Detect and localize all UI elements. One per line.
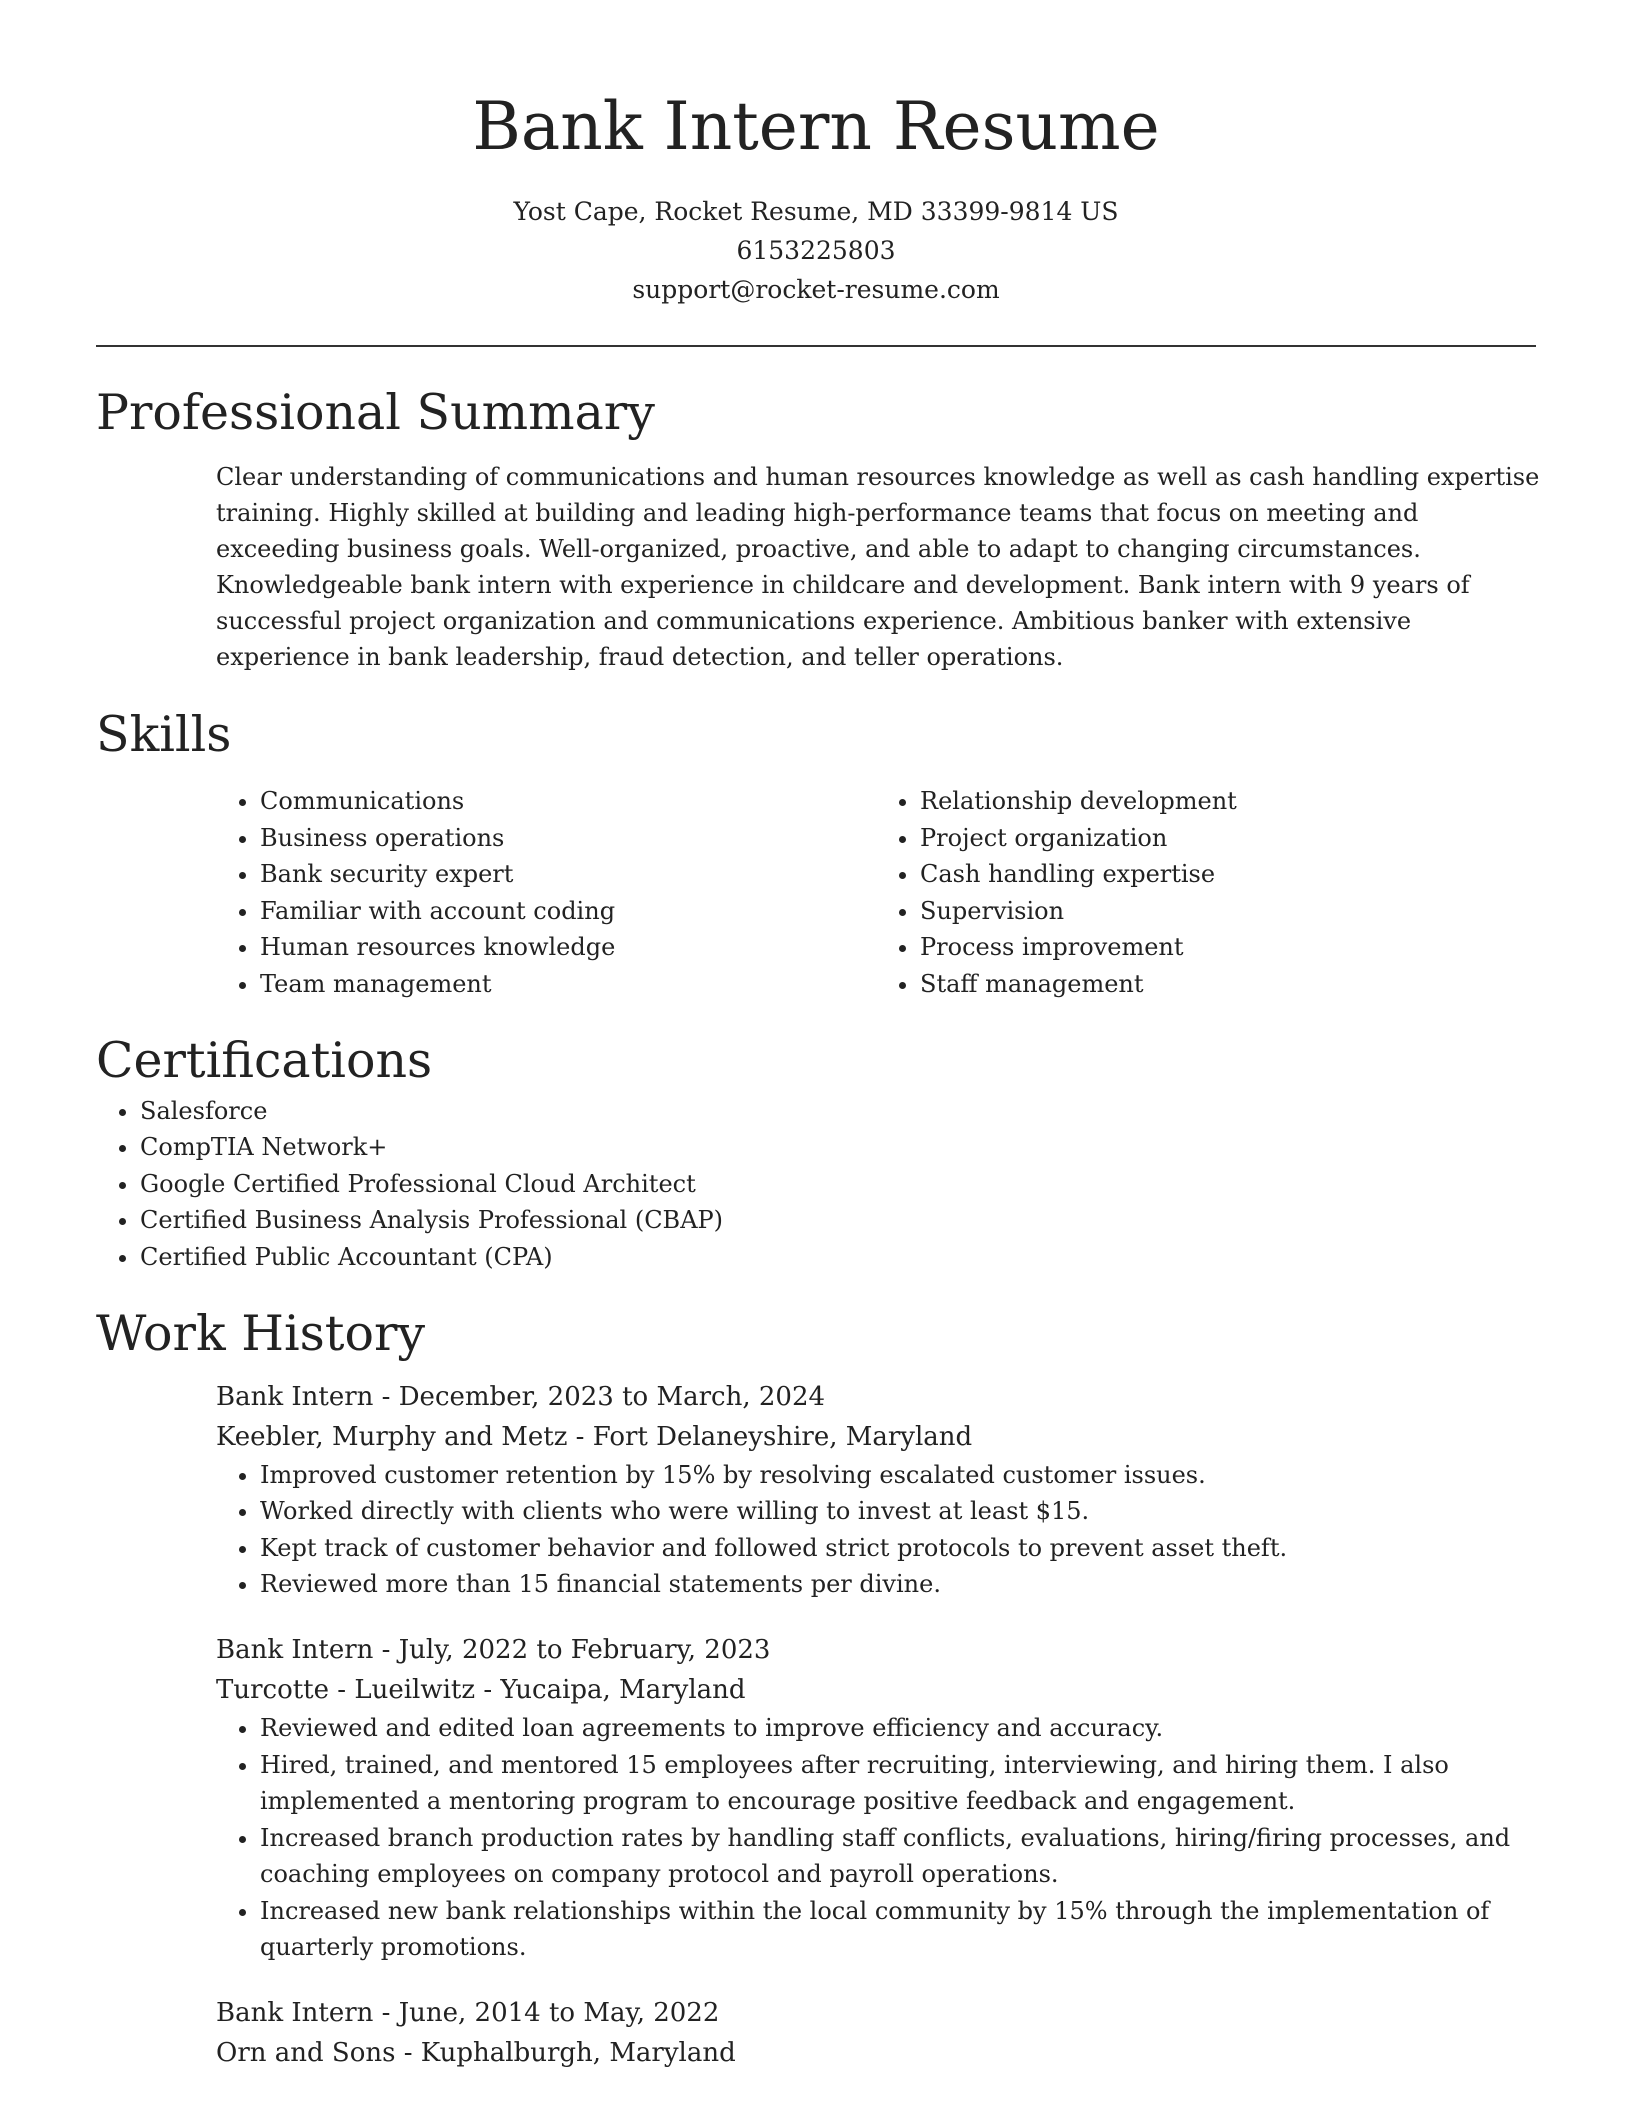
job-title-dates: Bank Intern - December, 2023 to March, 2024 xyxy=(216,1381,826,1412)
skill-item: • Relationship development xyxy=(920,783,1536,820)
summary-text: Clear understanding of communications and human resources knowledge as well as cash handling expertise training. Highly skilled at building and leading high-performance teams that focus on meeting and exceeding business goals. Well-organized, proactive, and able to adapt to changing circumstances. Knowledgeable bank intern with experience in childcare and development. Bank intern with 9 years of successful project organization and communications experience. Ambitious banker with extensive experience in bank leadership, fraud detection, and teller operations. xyxy=(216,463,1540,671)
skill-item: • Human resources knowledge xyxy=(260,929,876,966)
skill-item: • Process improvement xyxy=(920,929,1536,966)
certifications-list xyxy=(96,1093,1536,1276)
job-bullets xyxy=(216,1457,1536,1603)
skill-item: • Supervision xyxy=(920,893,1536,930)
certification-item: • CompTIA Network+ xyxy=(140,1129,1536,1166)
job-bullet: • Reviewed more than 15 financial statements per divine. xyxy=(260,1566,1536,1603)
job-bullet: • Increased new bank relationships within the local community by 15% through the implementation of quarterly promotions. xyxy=(260,1893,1560,1966)
resume-page xyxy=(96,0,1540,2073)
contact-address: Yost Cape, Rocket Resume, MD 33399-9814 US xyxy=(513,197,1119,226)
skill-item: • Project organization xyxy=(920,820,1536,857)
resume-header xyxy=(96,0,1536,309)
resume-title: Bank Intern Resume xyxy=(472,88,1160,165)
contact-phone: 6153225803 xyxy=(736,236,896,265)
contact-email: support@rocket-resume.com xyxy=(632,275,1000,304)
skill-item: • Business operations xyxy=(260,820,876,857)
skill-item: • Staff management xyxy=(920,966,1536,1003)
job-title-dates: Bank Intern - July, 2022 to February, 2023 xyxy=(216,1634,771,1665)
job-bullet: • Reviewed and edited loan agreements to improve efficiency and accuracy. xyxy=(260,1710,1560,1747)
header-divider xyxy=(96,345,1536,347)
certification-item: • Certified Public Accountant (CPA) xyxy=(140,1239,1536,1276)
certifications-heading: Certifications xyxy=(96,1031,433,1089)
job-bullet: • Improved customer retention by 15% by resolving escalated customer issues. xyxy=(260,1457,1536,1494)
job-bullet: • Worked directly with clients who were willing to invest at least $15. xyxy=(260,1493,1536,1530)
skills-list-left xyxy=(216,783,876,1003)
skill-item: • Familiar with account coding xyxy=(260,893,876,930)
job-bullet: • Kept track of customer behavior and followed strict protocols to prevent asset theft. xyxy=(260,1530,1536,1567)
job-entry xyxy=(216,1378,1536,1603)
job-company-location: Keebler, Murphy and Metz - Fort Delaneyshire, Maryland xyxy=(216,1421,973,1452)
job-entry xyxy=(216,1994,1536,2073)
skill-item: • Communications xyxy=(260,783,876,820)
job-bullets xyxy=(216,1710,1560,1966)
job-bullet: • Hired, trained, and mentored 15 employees after recruiting, interviewing, and hiring them. I also implemented a mentoring program to encourage positive feedback and engagement. xyxy=(260,1747,1560,1820)
job-bullet: • Increased branch production rates by handling staff conflicts, evaluations, hiring/firing processes, and coaching employees on company protocol and payroll operations. xyxy=(260,1820,1560,1893)
work-history-heading: Work History xyxy=(96,1304,426,1362)
contact-block xyxy=(96,192,1536,309)
certification-item: • Google Certified Professional Cloud Architect xyxy=(140,1166,1536,1203)
job-entry xyxy=(216,1631,1536,1966)
skill-item: • Cash handling expertise xyxy=(920,856,1536,893)
skills-heading: Skills xyxy=(96,706,232,763)
job-company-location: Orn and Sons - Kuphalburgh, Maryland xyxy=(216,2038,736,2069)
skills-list-right xyxy=(876,783,1536,1003)
skill-item: • Bank security expert xyxy=(260,856,876,893)
certification-item: • Salesforce xyxy=(140,1093,1536,1130)
job-company-location: Turcotte - Lueilwitz - Yucaipa, Maryland xyxy=(216,1674,746,1705)
skills-columns xyxy=(216,783,1536,1003)
job-title-dates: Bank Intern - June, 2014 to May, 2022 xyxy=(216,1998,720,2029)
summary-heading: Professional Summary xyxy=(96,384,655,441)
skill-item: • Team management xyxy=(260,966,876,1003)
certification-item: • Certified Business Analysis Professional (CBAP) xyxy=(140,1202,1536,1239)
